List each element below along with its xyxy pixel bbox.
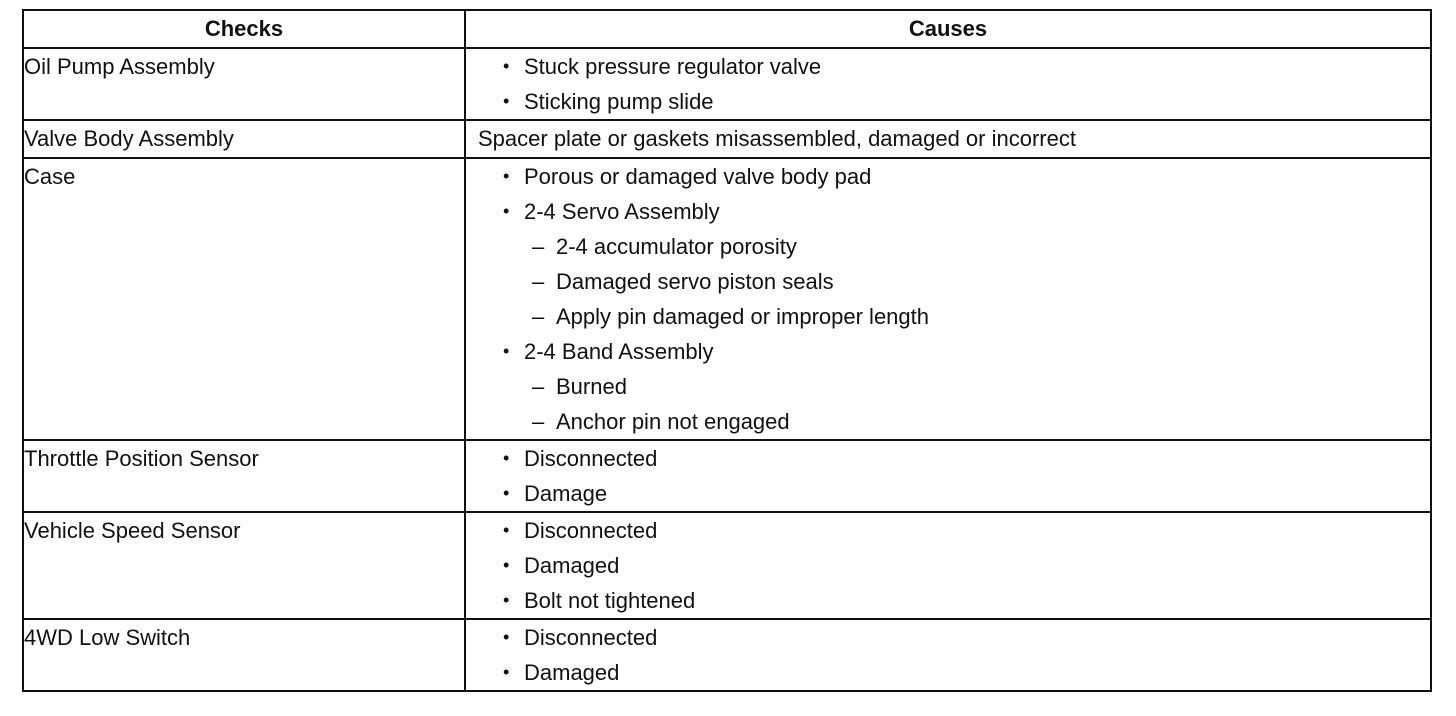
dash-icon: – bbox=[532, 304, 545, 329]
cause-item bbox=[466, 194, 1430, 334]
cause-item bbox=[466, 620, 1430, 655]
bullet-icon: • bbox=[503, 166, 510, 186]
table-header-row bbox=[23, 10, 1431, 48]
bullet-icon: • bbox=[503, 201, 510, 221]
table-row-oil-pump bbox=[23, 48, 1431, 120]
cause-text: Disconnected bbox=[524, 446, 658, 471]
check-cell: 4WD Low Switch bbox=[23, 619, 465, 691]
bullet-icon: • bbox=[503, 483, 510, 503]
cause-item bbox=[466, 476, 1430, 511]
sub-cause-text: Burned bbox=[556, 374, 627, 399]
cause-text: 2-4 Band Assembly bbox=[524, 339, 714, 364]
sub-cause-text: 2-4 accumulator porosity bbox=[556, 234, 797, 259]
cause-text: Damaged bbox=[524, 660, 620, 685]
check-cell: Throttle Position Sensor bbox=[23, 440, 465, 512]
bullet-icon: • bbox=[503, 555, 510, 575]
check-cell: Case bbox=[23, 158, 465, 440]
table-row-throttle-position-sensor bbox=[23, 440, 1431, 512]
bullet-icon: • bbox=[503, 627, 510, 647]
sub-cause-item bbox=[524, 299, 1430, 334]
check-cell: Oil Pump Assembly bbox=[23, 48, 465, 120]
sub-cause-item bbox=[524, 264, 1430, 299]
sub-cause-list bbox=[524, 369, 1430, 439]
cause-cell bbox=[465, 120, 1431, 158]
cause-text: Bolt not tightened bbox=[524, 588, 696, 613]
sub-cause-text: Anchor pin not engaged bbox=[556, 409, 790, 434]
cause-cell bbox=[465, 158, 1431, 440]
checks-column-header: Checks bbox=[23, 10, 465, 48]
cause-text: 2-4 Servo Assembly bbox=[524, 199, 720, 224]
cause-text: Sticking pump slide bbox=[524, 89, 714, 114]
cause-cell bbox=[465, 619, 1431, 691]
cause-list bbox=[466, 513, 1430, 618]
cause-text: Spacer plate or gaskets misassembled, damaged or incorrect bbox=[478, 126, 1076, 151]
sub-cause-text: Apply pin damaged or improper length bbox=[556, 304, 930, 329]
table-row-valve-body bbox=[23, 120, 1431, 158]
cause-item bbox=[466, 159, 1430, 194]
cause-item bbox=[466, 655, 1430, 690]
cause-text: Porous or damaged valve body pad bbox=[524, 164, 872, 189]
sub-cause-item bbox=[524, 229, 1430, 264]
table-row-case bbox=[23, 158, 1431, 440]
cause-cell bbox=[465, 512, 1431, 619]
sub-cause-item bbox=[524, 369, 1430, 404]
cause-text: Disconnected bbox=[524, 625, 658, 650]
table-row-vehicle-speed-sensor bbox=[23, 512, 1431, 619]
causes-column-header: Causes bbox=[465, 10, 1431, 48]
bullet-icon: • bbox=[503, 662, 510, 682]
check-cell: Valve Body Assembly bbox=[23, 120, 465, 158]
cause-list bbox=[466, 49, 1430, 119]
cause-list bbox=[466, 159, 1430, 439]
cause-item bbox=[466, 49, 1430, 84]
cause-item bbox=[466, 441, 1430, 476]
cause-list bbox=[466, 620, 1430, 690]
bullet-icon: • bbox=[503, 448, 510, 468]
cause-item bbox=[466, 513, 1430, 548]
checks-causes-table bbox=[22, 9, 1432, 692]
sub-cause-text: Damaged servo piston seals bbox=[556, 269, 834, 294]
check-cell: Vehicle Speed Sensor bbox=[23, 512, 465, 619]
dash-icon: – bbox=[532, 269, 545, 294]
bullet-icon: • bbox=[503, 91, 510, 111]
dash-icon: – bbox=[532, 409, 545, 434]
cause-item bbox=[466, 548, 1430, 583]
dash-icon: – bbox=[532, 234, 545, 259]
cause-text: Damage bbox=[524, 481, 608, 506]
bullet-icon: • bbox=[503, 341, 510, 361]
cause-text: Disconnected bbox=[524, 518, 658, 543]
cause-item bbox=[466, 84, 1430, 119]
cause-item bbox=[466, 583, 1430, 618]
table-row-4wd-low-switch bbox=[23, 619, 1431, 691]
cause-list bbox=[466, 441, 1430, 511]
cause-text: Damaged bbox=[524, 553, 620, 578]
bullet-icon: • bbox=[503, 56, 510, 76]
cause-cell bbox=[465, 48, 1431, 120]
cause-item bbox=[466, 334, 1430, 439]
cause-cell bbox=[465, 440, 1431, 512]
bullet-icon: • bbox=[503, 520, 510, 540]
bullet-icon: • bbox=[503, 590, 510, 610]
sub-cause-item bbox=[524, 404, 1430, 439]
sub-cause-list bbox=[524, 229, 1430, 334]
dash-icon: – bbox=[532, 374, 545, 399]
cause-text: Stuck pressure regulator valve bbox=[524, 54, 822, 79]
